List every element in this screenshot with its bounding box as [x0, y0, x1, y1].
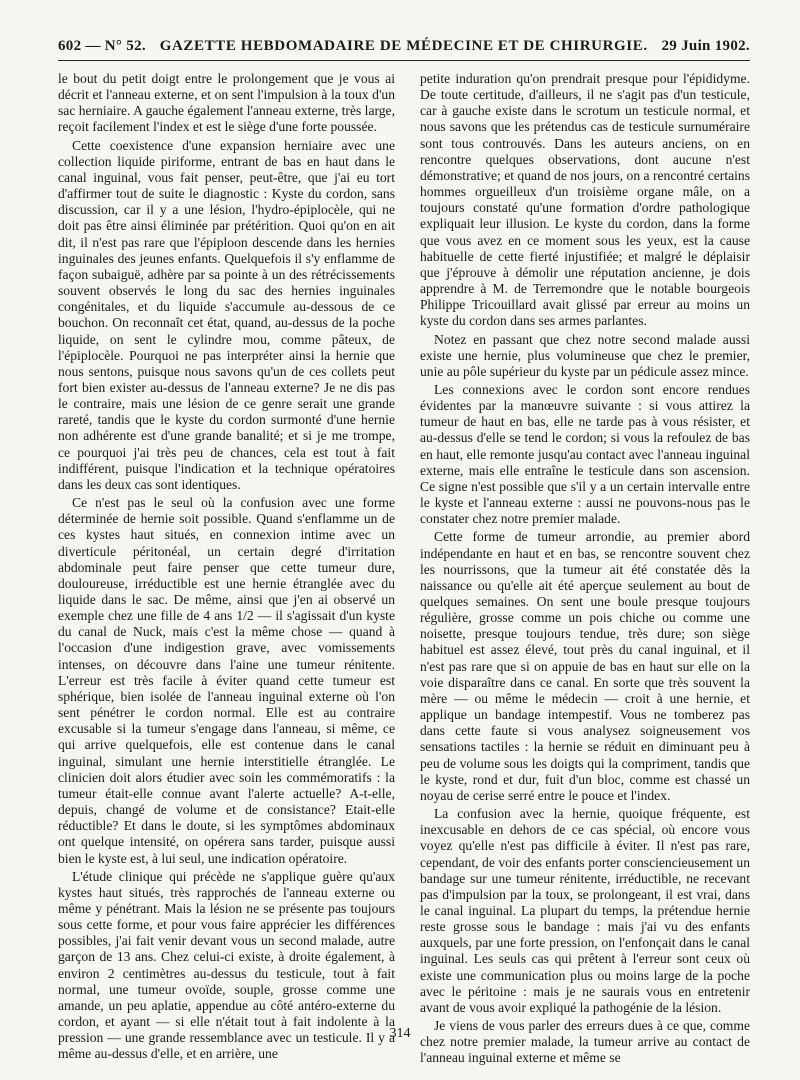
paragraph: le bout du petit doigt entre le prolongement que je vous ai décrit et l'anneau externe, et on sent l'impulsion à la toux d'un sac herniaire. A gauche également l'anneau externe, très large, reçoit facilement l'index et est le siège d'une forte poussée. — [58, 71, 395, 135]
paragraph: Les connexions avec le cordon sont encore rendues évidentes par la manœuvre suivante : si vous attirez la tumeur de haut en bas, elle ne tarde pas à vous résister, et au-dessus d'elle se tend le cordon; si vous la refoulez de bas en haut, elle remonte jusqu'au contact avec l'anneau inguinal externe, mais elle entraîne le testicule dans son ascension. Ce signe n'est possible que s'il y a un certain intervalle entre le kyste et l'anneau externe : aussi ne pouvons-nous pas le constater chez notre premier malade. — [420, 381, 750, 527]
folio: 314 — [389, 1026, 411, 1041]
running-header — [58, 38, 750, 61]
right-column — [420, 71, 750, 1069]
paragraph: L'étude clinique qui précède ne s'applique guère qu'aux kystes haut situés, très rapprochés de l'anneau externe ou même y pénétrant. Mais la lésion ne se présente pas toujours sous cette forme, et pour vous faire apprécier les différences possibles, j'ai fait venir devant vous un second malade, autre garçon de 13 ans. Chez celui-ci existe, à droite également, à environ 2 centimètres au-dessus du testicule, tout à fait normal, une tumeur ovoïde, souple, grosse comme une amande, un peu aplatie, appendue au côté antéro-externe du cordon, et ayant — si elle n'était tout à fait indolente à la pression — une grande ressemblance avec un testicule. Il y a même au-dessus d'elle, et en arrière, une — [58, 868, 395, 1062]
paragraph: Ce n'est pas le seul où la confusion avec une forme déterminée de hernie soit possible. Quand s'enflamme un de ces kystes haut situés, en connexion intime avec un diverticule péritonéal, un certain degré d'irritation abdominale peut faire penser que cette tumeur dure, douloureuse, irréductible est une hernie étranglée avec du liquide dans le sac. De même, ainsi que j'en ai observé un exemple chez une fille de 4 ans 1/2 — il s'agissait d'un kyste du canal de Nuck, mais c'est la même chose — quand à l'occasion d'une indigestion grave, avec vomissements intenses, on découvre dans l'aine une tumeur rénitente. L'erreur est très facile à éviter quand cette tumeur est sphérique, bien isolée de l'anneau inguinal externe où l'on sent pénétrer le cordon normal. Elle est au contraire excusable si la tumeur s'engage dans l'anneau, si même, ce qui arrive quelquefois, elle est contenue dans le canal inguinal, simulant une hernie interstitielle étranglée. Le clinicien doit alors étudier avec soin les commémoratifs : la tumeur était-elle connue avant l'alerte actuelle? A-t-elle, depuis, changé de volume et de consistance? Etait-elle réductible? Et dans le doute, si les symptômes abdominaux ont quelque intensité, on opérera sans tarder, puisque aussi bien le kyste est, à lui seul, une indication opératoire. — [58, 495, 395, 866]
left-column — [58, 71, 395, 1069]
issue-date: 29 Juin 1902. — [661, 38, 750, 54]
journal-title: GAZETTE HEBDOMADAIRE DE MÉDECINE ET DE CHIRURGIE. — [159, 38, 648, 54]
paragraph: petite induration qu'on prendrait presque pour l'épididyme. De toute certitude, d'ailleurs, il ne s'agit pas d'un testicule, car à gauche existe dans le scrotum un testicule normal, et nous savons que les prétendus cas de testicule surnuméraire sont tous controuvés. Dans les auteurs anciens, on en rencontre quelques observations, dont aucune n'est démonstrative; et quand de nos jours, on a rencontré certains hommes orgueilleux d'un troisième organe mâle, on a toujours constaté qu'une formation d'ordre pathologique expliquait leur illusion. Le kyste du cordon, dans la forme que vous avez en ce moment sous les yeux, est la cause habituelle de cette fierté injustifiée; et malgré le déplaisir que j'éprouve à démolir une réputation ancienne, je dois apprendre à M. de Terremondre que le notable bourgeois Philippe Tricouillard avait glissé par erreur au moins un kyste du cordon dans ses armes parlantes. — [420, 71, 750, 329]
page-number: 602 — N° 52. — [58, 38, 146, 54]
paragraph: Cette forme de tumeur arrondie, au premier abord indépendante en haut et en bas, se rencontre souvent chez les nourrissons, que la tumeur ait été constatée dès la naissance ou qu'elle ait été aperçue seulement au bout de quelques semaines. On sent une boule presque toujours régulière, grosse comme un pois chiche ou comme une noisette, presque toujours tendue, très dure; son siège habituel est assez élevé, tout près du canal inguinal, et il n'est pas rare que si on appuie de bas en haut sur elle on la voie disparaître dans ce canal. En sorte que très souvent la mère — ou même le médecin — croit à une hernie, et applique un bandage intempestif. Vous ne tomberez pas dans cette faute si vous analysez soigneusement vos sensations tactiles : la hernie se réduit en diminuant peu à peu de volume sous les doigts qui la compriment, tandis que le kyste, rond et dur, fuit d'un bloc, comme est chassé un noyau de cerise serré entre le pouce et l'index. — [420, 529, 750, 803]
paragraph: Notez en passant que chez notre second malade aussi existe une hernie, plus volumineuse que chez le premier, unie au pôle supérieur du kyste par un pédicule assez mince. — [420, 331, 750, 379]
text-columns — [58, 71, 750, 1069]
paragraph: La confusion avec la hernie, quoique fréquente, est inexcusable en dehors de ce cas spécial, où encore vous voyez qu'elle n'est pas difficile à éviter. Il n'est pas rare, cependant, de voir des enfants porter consciencieusement un bandage sur une tumeur rénitente, irréductible, ne recevant pas d'impulsion par la toux, se prolongeant, il est vrai, dans le canal inguinal. La plupart du temps, la prétendue hernie reste grosse sous le bandage : mais j'ai vu des enfants auxquels, par une forte pression, on l'enfonçait dans le canal inguinal. Les seuls cas qui prêtent à l'erreur sont ceux où existe une communication plus ou moins large de la poche avec le péritoine : mais je ne saurais vous en entretenir avant de vous avoir expliqué la pathogénie de la lésion. — [420, 806, 750, 1015]
paragraph: Je viens de vous parler des erreurs dues à ce que, comme chez notre premier malade, la tumeur arrive au contact de l'anneau inguinal externe et même se — [420, 1018, 750, 1066]
paragraph: Cette coexistence d'une expansion herniaire avec une collection liquide piriforme, entrant de bas en haut dans le canal inguinal, vous fait penser, peut-être, que j'ai eu tort d'affirmer tout de suite le diagnostic : Kyste du cordon, sans discussion, car il y a une lésion, l'hydro-épiplocèle, qui ne doit pas être ainsi éliminée par prétérition. Quoi qu'on en ait dit, il n'est pas rare que l'épiploon descende dans les hernies inguinales des jeunes enfants. Quelquefois il s'y enflamme de façon subaiguë, adhère par sa pointe à un des rétrécissements souvent observés le long du sac des hernies inguinales congénitales, et du liquide s'accumule au-dessous de ce bouchon. On reconnaît cet état, quand, au-dessus de la poche liquide, on sent le cylindre mou, comme pâteux, de l'épiplocèle. Pourquoi ne pas interpréter ainsi la hernie que nous sentons, puisque nous savons qu'un de ces collets peut fort bien exister au-dessus de l'anneau externe? Je ne dis pas le contraire, mais une lésion de ce genre serait une grande rareté, tandis que le kyste du cordon surmonté d'une hernie non adhérente est d'une grande banalité; et si je me trompe, ce pourquoi j'ai très peu de chances, cela est tout à fait indifférent, puisque l'indication et la technique opératoires dans les deux cas sont identiques. — [58, 137, 395, 492]
